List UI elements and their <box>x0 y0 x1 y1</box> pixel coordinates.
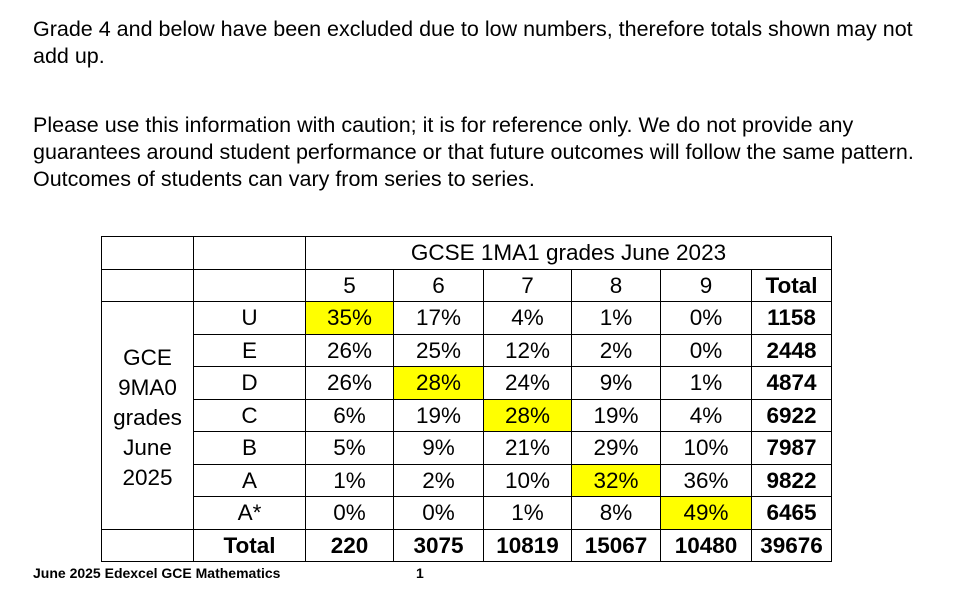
cell-value: 19% <box>572 399 661 432</box>
cell-value: 1% <box>306 464 394 497</box>
corner-cell <box>194 237 306 270</box>
column-total: 15067 <box>572 529 661 562</box>
corner-cell <box>102 269 194 302</box>
cell-value: 0% <box>306 497 394 530</box>
cell-value: 0% <box>394 497 484 530</box>
table-row <box>102 399 832 432</box>
cell-value: 9% <box>394 432 484 465</box>
table-row <box>102 464 832 497</box>
cell-value: 24% <box>484 367 572 400</box>
table-title: GCSE 1MA1 grades June 2023 <box>306 237 832 270</box>
column-header: 7 <box>484 269 572 302</box>
column-header: 6 <box>394 269 484 302</box>
row-total: 7987 <box>752 432 832 465</box>
cell-value: 1% <box>572 302 661 335</box>
column-header-total: Total <box>752 269 832 302</box>
row-group-label-line: June <box>123 435 172 461</box>
cell-value: 12% <box>484 334 572 367</box>
column-header: 8 <box>572 269 661 302</box>
cell-value-highlighted: 28% <box>484 399 572 432</box>
cell-value: 36% <box>661 464 752 497</box>
row-grade: B <box>194 432 306 465</box>
row-grade: D <box>194 367 306 400</box>
grand-total: 39676 <box>752 529 832 562</box>
footer-title: June 2025 Edexcel GCE Mathematics <box>33 565 281 581</box>
column-total: 10480 <box>661 529 752 562</box>
note-caution: Please use this information with caution; it is for reference only. We do not provide any guarantees around student performance or that future outcomes will follow the same pattern. Outcomes of students can vary from series to series. <box>33 113 914 191</box>
row-grade: A* <box>194 497 306 530</box>
cell-value: 10% <box>661 432 752 465</box>
cell-value: 25% <box>394 334 484 367</box>
row-grade: A <box>194 464 306 497</box>
row-total: 4874 <box>752 367 832 400</box>
cell-value: 5% <box>306 432 394 465</box>
cell-value: 4% <box>661 399 752 432</box>
cell-value: 2% <box>394 464 484 497</box>
row-group-label <box>102 302 194 530</box>
column-header: 5 <box>306 269 394 302</box>
grade-comparison-table <box>101 236 832 562</box>
corner-cell <box>102 237 194 270</box>
cell-value-highlighted: 32% <box>572 464 661 497</box>
cell-value-highlighted: 28% <box>394 367 484 400</box>
table-row <box>102 432 832 465</box>
row-total: 9822 <box>752 464 832 497</box>
totals-label: Total <box>194 529 306 562</box>
cell-value: 10% <box>484 464 572 497</box>
table-row <box>102 302 832 335</box>
table-row <box>102 497 832 530</box>
cell-value: 8% <box>572 497 661 530</box>
cell-value-highlighted: 35% <box>306 302 394 335</box>
row-total: 6465 <box>752 497 832 530</box>
row-group-label-line: 9MA0 <box>118 375 177 401</box>
cell-value: 0% <box>661 334 752 367</box>
cell-value: 17% <box>394 302 484 335</box>
corner-cell <box>194 269 306 302</box>
cell-value: 4% <box>484 302 572 335</box>
title-row <box>102 237 832 270</box>
cell-value: 26% <box>306 367 394 400</box>
cell-value: 1% <box>661 367 752 400</box>
cell-value: 2% <box>572 334 661 367</box>
corner-cell <box>102 529 194 562</box>
row-grade: E <box>194 334 306 367</box>
column-total: 10819 <box>484 529 572 562</box>
cell-value: 1% <box>484 497 572 530</box>
cell-value: 21% <box>484 432 572 465</box>
row-group-label-line: GCE <box>123 345 172 371</box>
row-grade: C <box>194 399 306 432</box>
row-total: 6922 <box>752 399 832 432</box>
cell-value: 0% <box>661 302 752 335</box>
column-total: 3075 <box>394 529 484 562</box>
row-group-label-line: 2025 <box>122 465 173 491</box>
column-header-row <box>102 269 832 302</box>
row-total: 1158 <box>752 302 832 335</box>
note-excluded-grades: Grade 4 and below have been excluded due to low numbers, therefore totals shown may not add up. <box>33 17 913 68</box>
cell-value: 6% <box>306 399 394 432</box>
table-row <box>102 334 832 367</box>
cell-value: 29% <box>572 432 661 465</box>
column-header: 9 <box>661 269 752 302</box>
column-total: 220 <box>306 529 394 562</box>
cell-value-highlighted: 49% <box>661 497 752 530</box>
cell-value: 26% <box>306 334 394 367</box>
table-row <box>102 367 832 400</box>
row-total: 2448 <box>752 334 832 367</box>
row-group-label-line: grades <box>113 405 182 431</box>
row-grade: U <box>194 302 306 335</box>
cell-value: 9% <box>572 367 661 400</box>
page-number: 1 <box>416 565 424 581</box>
totals-row <box>102 529 832 562</box>
cell-value: 19% <box>394 399 484 432</box>
